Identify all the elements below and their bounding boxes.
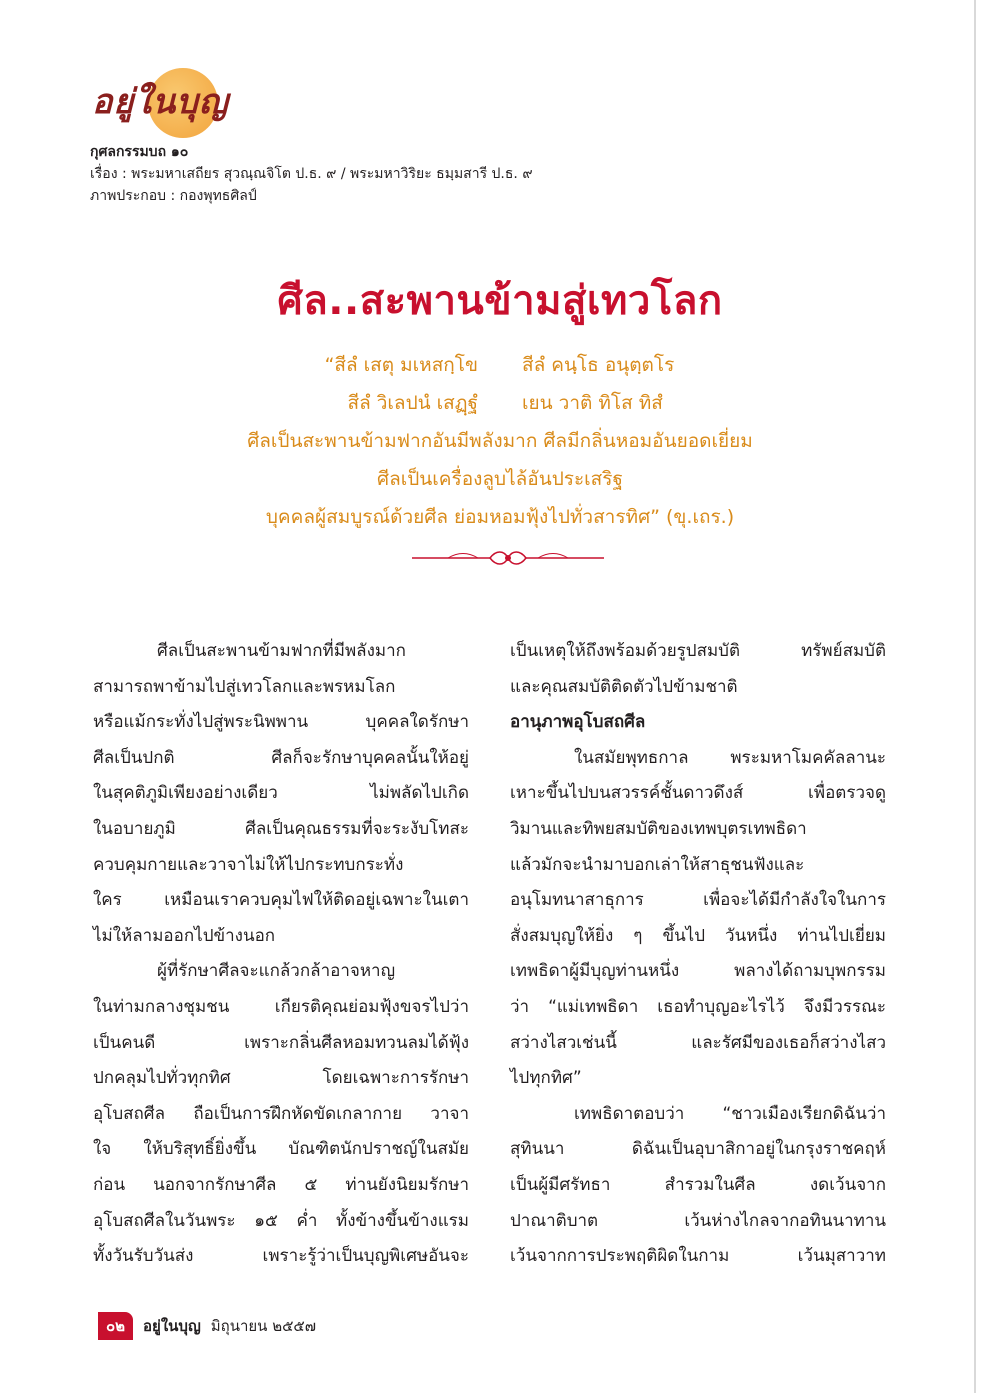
paragraph-line: วิมานและทิพยสมบัติของเทพบุตรเทพธิดา — [510, 818, 807, 839]
page-edge-divider — [974, 0, 976, 1393]
body-column-right — [510, 634, 886, 1275]
paragraph-line: เป็นผู้มีศรัทธา สำรวมในศีล งดเว้นจาก — [510, 1174, 886, 1195]
paragraph-line: สั่งสมบุญให้ยิ่ง ๆ ขึ้นไป วันหนึ่ง ท่านไปเยี่ยม — [510, 925, 886, 946]
section-heading: อานุภาพอุโบสถศีล — [510, 712, 646, 733]
verse-pali-line: “สีลํ เสตุ มเหสกฺโข — [324, 354, 478, 376]
paragraph-line: ไม่ให้ลามออกไปข้างนอก — [93, 925, 276, 946]
verse-translation-line: บุคคลผู้สมบูรณ์ด้วยศีล ย่อมหอมฟุ้งไปทั่วสารทิศ” (ขุ.เถร.) — [265, 506, 735, 528]
paragraph-line: อนุโมทนาสาธุการ เพื่อจะได้มีกำลังใจในการ — [510, 890, 886, 911]
verse-pali-line: เยน วาติ ทิโส ทิสํ — [522, 392, 663, 414]
paragraph-line: หรือแม้กระทั่งไปสู่พระนิพพาน บุคคลใดรักษา — [93, 712, 469, 733]
paragraph-line: ศีลเป็นปกติ ศีลก็จะรักษาบุคคลนั้นให้อยู่ — [93, 747, 469, 768]
paragraph-line: เป็นคนดี เพราะกลิ่นศีลหอมทวนลมได้ฟุ้ง — [93, 1032, 469, 1053]
paragraph-line: ทั้งวันรับวันส่ง เพราะรู้ว่าเป็นบุญพิเศษอันจะ — [93, 1246, 469, 1267]
paragraph-line: ในสมัยพุทธกาล พระมหาโมคคัลลานะ — [574, 747, 886, 768]
magazine-logo — [92, 60, 232, 132]
verse-pali-line: สีลํ วิเลปนํ เสฏฺฐํ — [347, 392, 478, 414]
paragraph-line: ปาณาติบาต เว้นห่างไกลจากอทินนาทาน — [510, 1210, 886, 1231]
footer-magazine-name: อยู่ในบุญ — [143, 1317, 201, 1335]
pali-verse — [0, 346, 1000, 536]
column-name: กุศลกรรมบถ ๑๐ — [90, 144, 189, 160]
paragraph-line: ไปทุกทิศ” — [510, 1068, 582, 1089]
paragraph-line: สว่างไสวเช่นนี้ และรัศมีของเธอก็สว่างไสว — [510, 1032, 886, 1053]
footer-issue: มิถุนายน ๒๕๕๗ — [210, 1317, 317, 1335]
paragraph-line: อุโบสถศีล ถือเป็นการฝึกหัดขัดเกลากาย วาจา — [93, 1103, 469, 1124]
paragraph-line: ในอบายภูมิ ศีลเป็นคุณธรรมที่จะระงับโทสะ — [93, 818, 469, 839]
paragraph-line: และคุณสมบัติติดตัวไปข้ามชาติ — [510, 676, 738, 697]
paragraph-line: ใคร เหมือนเราควบคุมไฟให้ติดอยู่เฉพาะในเตา — [93, 890, 469, 911]
paragraph-line: ควบคุมกายและวาจาไม่ให้ไปกระทบกระทั่ง — [93, 854, 404, 875]
paragraph-line: ศีลเป็นสะพานข้ามฟากที่มีพลังมาก — [157, 641, 406, 661]
body-column-left — [93, 634, 469, 1275]
article-title: ศีล..สะพานข้ามสู่เทวโลก — [277, 278, 723, 324]
paragraph-line: แล้วมักจะนำมาบอกเล่าให้สาธุชนฟังและ — [510, 854, 805, 875]
paragraph-line: เหาะขึ้นไปบนสวรรค์ชั้นดาวดึงส์ เพื่อตรวจดู — [510, 783, 886, 804]
verse-pali-line: สีลํ คนฺโธ อนุตฺตโร — [522, 354, 675, 376]
paragraph-line: เป็นเหตุให้ถึงพร้อมด้วยรูปสมบัติ ทรัพย์สมบัติ — [510, 641, 886, 661]
paragraph-line: ในสุคติภูมิเพียงอย่างเดียว ไม่พลัดไปเกิด — [93, 783, 469, 804]
paragraph-line: อุโบสถศีลในวันพระ ๑๕ ค่ำ ทั้งข้างขึ้นข้างแรม — [93, 1210, 469, 1231]
paragraph-line: สามารถพาข้ามไปสู่เทวโลกและพรหมโลก — [93, 676, 396, 697]
ornament-divider-icon — [408, 546, 608, 570]
paragraph-line: ว่า “แม่เทพธิดา เธอทำบุญอะไรไว้ จึงมีวรรณะ — [510, 996, 886, 1017]
paragraph-line: เทพธิดาตอบว่า “ชาวเมืองเรียกดิฉันว่า — [574, 1103, 886, 1124]
logo-text: อยู่ในบุญ — [92, 82, 229, 122]
verse-translation-line: ศีลเป็นสะพานข้ามฟากอันมีพลังมาก ศีลมีกลิ่นหอมอันยอดเยี่ยม — [247, 430, 753, 452]
paragraph-line: เว้นจากการประพฤติผิดในกาม เว้นมุสาวาท — [510, 1246, 886, 1267]
paragraph-line: เทพธิดาผู้มีบุญท่านหนึ่ง พลางได้ถามบุพกรรม — [510, 961, 886, 982]
paragraph-line: ใจ ให้บริสุทธิ์ยิ่งขึ้น บัณฑิตนักปราชญ์ในสมัย — [93, 1139, 469, 1160]
paragraph-line: สุทินนา ดิฉันเป็นอุบาสิกาอยู่ในกรุงราชคฤห์ — [510, 1139, 886, 1160]
page-footer — [98, 1312, 316, 1340]
verse-translation-line: ศีลเป็นเครื่องลูบไล้อันประเสริฐ — [377, 468, 623, 490]
paragraph-line: ก่อน นอกจากรักษาศีล ๕ ท่านยังนิยมรักษา — [93, 1174, 469, 1195]
author-line: เรื่อง : พระมหาเสถียร สุวณฺณจิโต ป.ธ. ๙ / พระมหาวิริยะ ธมฺมสารี ป.ธ. ๙ — [90, 166, 533, 182]
illustration-line: ภาพประกอบ : กองพุทธศิลป์ — [90, 188, 257, 204]
paragraph-line: ในท่ามกลางชุมชน เกียรติคุณย่อมฟุ้งขจรไปว่า — [93, 996, 469, 1017]
page-number: ๐๒ — [98, 1312, 133, 1340]
paragraph-line: ผู้ที่รักษาศีลจะแกล้วกล้าอาจหาญ — [157, 961, 396, 982]
paragraph-line: ปกคลุมไปทั่วทุกทิศ โดยเฉพาะการรักษา — [93, 1068, 469, 1089]
article-credits — [90, 141, 533, 207]
